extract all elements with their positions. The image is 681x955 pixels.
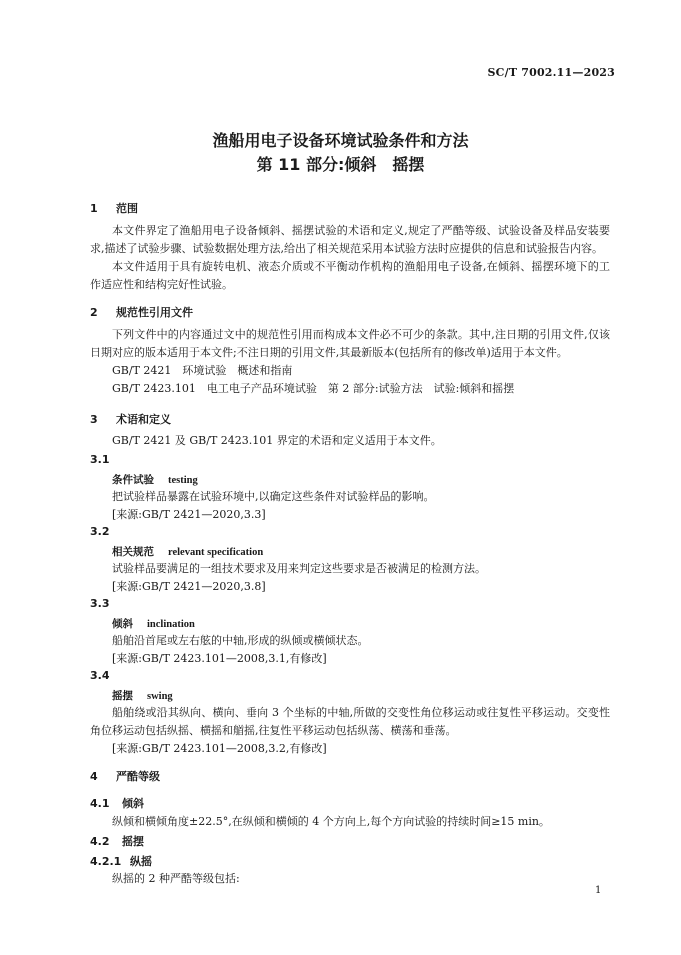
section-1-heading bbox=[90, 200, 138, 216]
subsection-number: 4.2.1 bbox=[90, 855, 122, 868]
term-source: [来源:GB/T 2423.101—2008,3.1,有修改] bbox=[112, 652, 327, 665]
page-number: 1 bbox=[595, 885, 602, 896]
title-line-2: 第 11 部分:倾斜 摇摆 bbox=[256, 155, 425, 174]
title-line-1: 渔船用电子设备环境试验条件和方法 bbox=[212, 131, 469, 150]
section-2-heading bbox=[90, 304, 193, 320]
subsection-4-1-text: 纵倾和横倾角度±22.5°,在纵倾和横倾的 4 个方向上,每个方向试验的持续时间≥15 min。 bbox=[112, 815, 550, 828]
subsection-4-2-1-text: 纵摇的 2 种严酷等级包括: bbox=[112, 872, 240, 885]
term-heading bbox=[112, 544, 263, 559]
term-number: 3.1 bbox=[90, 453, 110, 466]
term-en: swing bbox=[147, 691, 173, 702]
section-1-paragraph-1: 本文件界定了渔船用电子设备倾斜、摇摆试验的术语和定义,规定了严酷等级、试验设备及样品安装要求,描述了试验步骤、试验数据处理方法,给出了相关规范采用本试验方法时应提供的信息和试验报告内容。 bbox=[90, 224, 610, 255]
subsection-title: 倾斜 bbox=[122, 797, 144, 810]
term-definition: 把试验样品暴露在试验环境中,以确定这些条件对试验样品的影响。 bbox=[112, 490, 435, 503]
term-source: [来源:GB/T 2421—2020,3.8] bbox=[112, 580, 266, 593]
subsection-title: 摇摆 bbox=[122, 835, 144, 848]
term-definition: 船舶沿首尾或左右舷的中轴,形成的纵倾或横倾状态。 bbox=[112, 634, 369, 647]
section-1-paragraph-2: 本文件适用于具有旋转电机、液态介质或不平衡动作机构的渔船用电子设备,在倾斜、摇摆环境下的工作适应性和结构完好性试验。 bbox=[90, 260, 610, 291]
subsection-4-2-heading bbox=[90, 833, 144, 849]
section-title: 术语和定义 bbox=[116, 413, 171, 426]
term-number: 3.2 bbox=[90, 525, 110, 538]
subsection-4-2-1-heading bbox=[90, 853, 152, 869]
term-heading bbox=[112, 688, 173, 703]
reference-item: GB/T 2423.101 电工电子产品环境试验 第 2 部分:试验方法 试验:倾斜和摇摆 bbox=[112, 382, 515, 395]
term-en: inclination bbox=[147, 619, 195, 630]
section-4-heading bbox=[90, 768, 160, 784]
term-heading bbox=[112, 472, 198, 487]
subsection-title: 纵摇 bbox=[130, 855, 152, 868]
section-2-paragraph: 下列文件中的内容通过文中的规范性引用而构成本文件必不可少的条款。其中,注日期的引用文件,仅该日期对应的版本适用于本文件;不注日期的引用文件,其最新版本(包括所有的修改单)适用于本文件。 bbox=[90, 328, 610, 359]
document-code: SC/T 7002.11—2023 bbox=[487, 66, 615, 79]
subsection-number: 4.2 bbox=[90, 835, 110, 848]
section-number: 1 bbox=[90, 202, 98, 215]
term-definition: 船舶绕或沿其纵向、横向、垂向 3 个坐标的中轴,所做的交变性角位移运动或往复性平移运动。交变性角位移运动包括纵摇、横摇和艏摇,往复性平移运动包括纵荡、横荡和垂荡。 bbox=[90, 706, 610, 737]
term-number: 3.4 bbox=[90, 669, 110, 682]
term-cn: 摇摆 bbox=[112, 690, 133, 702]
section-3-heading bbox=[90, 411, 171, 427]
section-title: 规范性引用文件 bbox=[116, 306, 193, 319]
section-number: 4 bbox=[90, 770, 98, 783]
term-heading bbox=[112, 616, 195, 631]
section-number: 2 bbox=[90, 306, 98, 319]
term-cn: 相关规范 bbox=[112, 546, 154, 558]
section-title: 范围 bbox=[116, 202, 138, 215]
section-title: 严酷等级 bbox=[116, 770, 160, 783]
term-source: [来源:GB/T 2421—2020,3.3] bbox=[112, 508, 266, 521]
section-3-intro: GB/T 2421 及 GB/T 2423.101 界定的术语和定义适用于本文件。 bbox=[112, 434, 442, 447]
term-number: 3.3 bbox=[90, 597, 110, 610]
term-source: [来源:GB/T 2423.101—2008,3.2,有修改] bbox=[112, 742, 327, 755]
term-definition: 试验样品要满足的一组技术要求及用来判定这些要求是否被满足的检测方法。 bbox=[112, 562, 486, 575]
section-number: 3 bbox=[90, 413, 98, 426]
term-cn: 条件试验 bbox=[112, 474, 154, 486]
term-cn: 倾斜 bbox=[112, 618, 133, 630]
term-en: testing bbox=[168, 475, 198, 486]
term-en: relevant specification bbox=[168, 547, 264, 558]
subsection-4-1-heading bbox=[90, 795, 144, 811]
reference-item: GB/T 2421 环境试验 概述和指南 bbox=[112, 364, 293, 377]
subsection-number: 4.1 bbox=[90, 797, 110, 810]
